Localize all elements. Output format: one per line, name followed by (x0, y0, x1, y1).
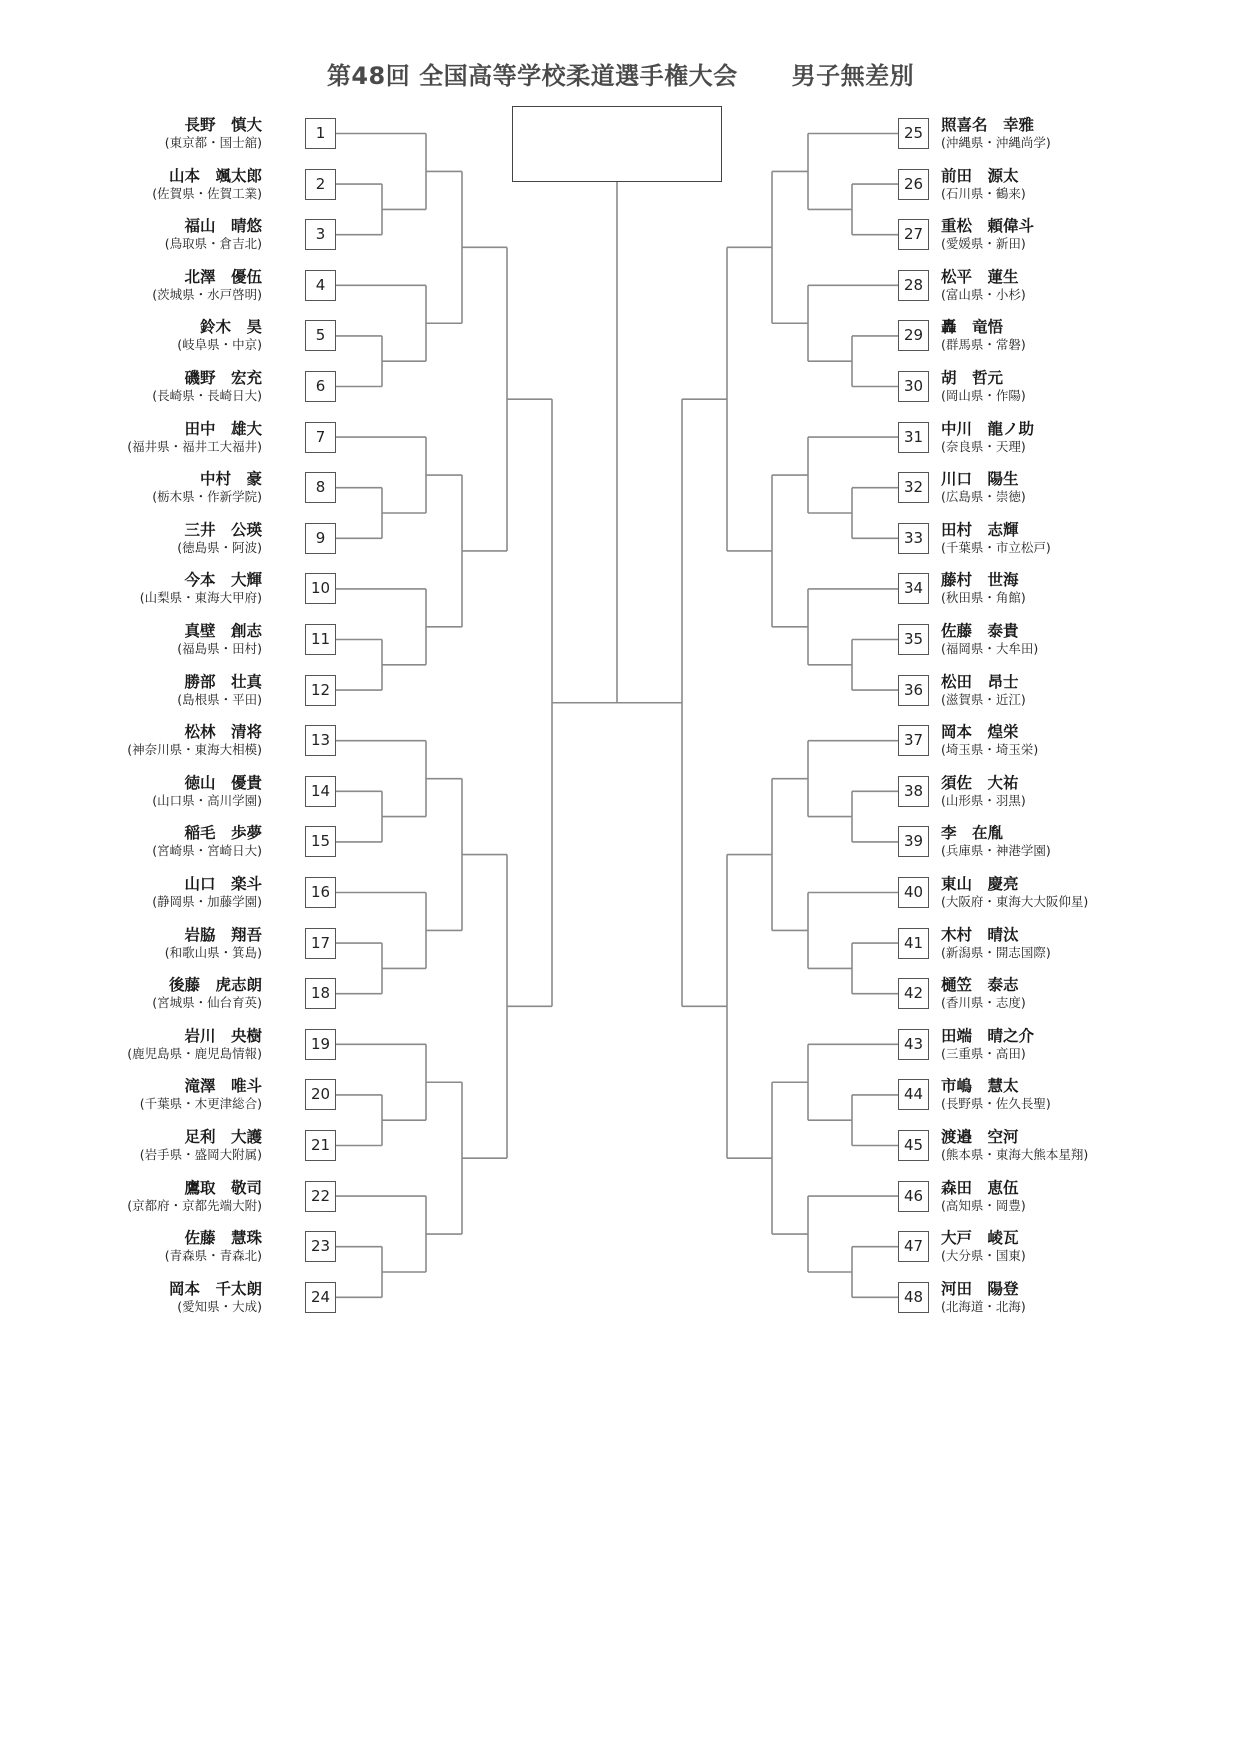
entry-number-box: 4 (305, 270, 336, 301)
athlete-school: (広島県・崇徳) (941, 489, 1026, 505)
entry-number-box: 47 (898, 1231, 929, 1262)
athlete-name: 鷹取 敬司 (184, 1178, 262, 1197)
entry-number-box: 9 (305, 523, 336, 554)
athlete-school: (大阪府・東海大大阪仰星) (941, 894, 1089, 909)
athlete-name: 北澤 優伍 (184, 267, 262, 286)
athlete-school: (徳島県・阿波) (177, 539, 262, 555)
athlete-school: (奈良県・天理) (941, 438, 1026, 454)
athlete-name: 田中 雄大 (184, 419, 262, 438)
entry-number-box: 7 (305, 422, 336, 453)
athlete-school: (静岡県・加藤学園) (152, 894, 262, 909)
athlete-school: (愛媛県・新田) (941, 236, 1026, 252)
entry-number-box: 6 (305, 371, 336, 402)
athlete-school: (岩手県・盛岡大附属) (139, 1147, 262, 1162)
athlete-name: 佐藤 慧珠 (184, 1229, 262, 1248)
athlete-name: 中川 龍ノ助 (941, 419, 1035, 438)
athlete-name: 後藤 虎志朗 (168, 976, 262, 995)
athlete-school: (和歌山県・箕島) (164, 944, 262, 960)
entry-number-box: 35 (898, 624, 929, 655)
athlete-name: 長野 慎大 (184, 116, 262, 134)
athlete-name: 胡 哲元 (941, 369, 1004, 387)
athlete-name: 山本 颯太郎 (168, 166, 262, 185)
entry-number-box: 42 (898, 978, 929, 1009)
athlete-school: (熊本県・東海大熊本星翔) (941, 1147, 1089, 1162)
athlete-name: 岡本 千太朗 (168, 1279, 262, 1298)
athlete-school: (青森県・青森北) (164, 1248, 262, 1264)
athlete-name: 真壁 創志 (184, 622, 262, 640)
athlete-name: 福山 晴悠 (184, 217, 262, 236)
athlete-school: (香川県・志度) (941, 995, 1026, 1011)
entry-number-box: 30 (898, 371, 929, 402)
athlete-school: (鳥取県・倉吉北) (164, 236, 262, 252)
athlete-school: (鹿児島県・鹿児島情報) (127, 1045, 262, 1061)
athlete-name: 山口 楽斗 (184, 875, 262, 893)
entry-number-box: 44 (898, 1079, 929, 1110)
entry-number-box: 14 (305, 776, 336, 807)
entry-number-box: 34 (898, 573, 929, 604)
athlete-school: (群馬県・常磐) (941, 337, 1026, 353)
division-title: 男子無差別 (791, 62, 915, 90)
athlete-name: 松平 蓮生 (941, 267, 1019, 286)
athlete-school: (福島県・田村) (177, 641, 262, 656)
athlete-name: 松田 昂士 (941, 672, 1019, 691)
athlete-name: 市嶋 慧太 (941, 1077, 1019, 1096)
athlete-name: 三井 公瑛 (184, 520, 262, 539)
athlete-school: (神奈川県・東海大相模) (127, 742, 262, 758)
athlete-school: (新潟県・開志国際) (941, 944, 1051, 960)
entry-number-box: 46 (898, 1181, 929, 1212)
athlete-school: (福岡県・大牟田) (941, 641, 1039, 656)
athlete-name: 前田 源太 (941, 166, 1019, 185)
entry-number-box: 23 (305, 1231, 336, 1262)
entry-number-box: 5 (305, 320, 336, 351)
tournament-title: 第48回 全国高等学校柔道選手権大会 (326, 62, 738, 90)
athlete-school: (秋田県・角館) (941, 590, 1026, 606)
athlete-school: (宮崎県・宮崎日大) (152, 843, 262, 859)
entry-number-box: 10 (305, 573, 336, 604)
athlete-name: 藤村 世海 (941, 571, 1019, 590)
entry-number-box: 22 (305, 1181, 336, 1212)
entry-number-box: 12 (305, 675, 336, 706)
athlete-name: 大戸 崚瓦 (941, 1229, 1019, 1248)
entry-number-box: 33 (898, 523, 929, 554)
athlete-school: (北海道・北海) (941, 1298, 1026, 1314)
athlete-school: (富山県・小杉) (941, 286, 1026, 302)
athlete-name: 徳山 優貴 (184, 773, 262, 792)
athlete-name: 滝澤 唯斗 (184, 1077, 262, 1096)
athlete-school: (宮城県・仙台育英) (152, 995, 262, 1011)
athlete-name: 渡邉 空河 (941, 1128, 1019, 1146)
entry-number-box: 26 (898, 169, 929, 200)
athlete-school: (栃木県・作新学院) (152, 489, 262, 505)
entry-number-box: 3 (305, 219, 336, 250)
athlete-name: 勝部 壮真 (184, 672, 262, 691)
entry-number-box: 15 (305, 826, 336, 857)
athlete-name: 須佐 大祐 (941, 773, 1019, 792)
athlete-school: (千葉県・市立松戸) (941, 539, 1051, 555)
athlete-name: 重松 頼偉斗 (941, 217, 1035, 236)
athlete-name: 照喜名 幸雅 (941, 116, 1035, 134)
entry-number-box: 24 (305, 1282, 336, 1313)
entry-number-box: 19 (305, 1029, 336, 1060)
athlete-name: 田端 晴之介 (941, 1026, 1035, 1045)
athlete-school: (兵庫県・神港学園) (941, 843, 1051, 859)
athlete-school: (長野県・佐久長聖) (941, 1096, 1051, 1112)
athlete-school: (京都府・京都先端大附) (127, 1197, 262, 1213)
athlete-school: (長崎県・長崎日大) (152, 388, 262, 403)
athlete-name: 磯野 宏充 (184, 369, 262, 387)
athlete-school: (沖縄県・沖縄尚学) (941, 135, 1051, 150)
athlete-school: (佐賀県・佐賀工業) (152, 185, 262, 201)
entry-number-box: 40 (898, 877, 929, 908)
entry-number-box: 11 (305, 624, 336, 655)
athlete-school: (高知県・岡豊) (941, 1197, 1026, 1213)
athlete-name: 川口 陽生 (941, 470, 1019, 489)
entry-number-box: 29 (898, 320, 929, 351)
athlete-name: 轟 竜悟 (941, 318, 1004, 337)
athlete-name: 中村 豪 (199, 470, 262, 489)
athlete-name: 岡本 煌栄 (941, 723, 1019, 742)
athlete-school: (島根県・平田) (177, 691, 262, 707)
entry-number-box: 37 (898, 725, 929, 756)
athlete-name: 今本 大輝 (184, 571, 262, 590)
athlete-name: 岩脇 翔吾 (184, 925, 262, 944)
athlete-school: (石川県・鶴来) (941, 185, 1026, 201)
athlete-school: (埼玉県・埼玉栄) (941, 742, 1039, 758)
entry-number-box: 41 (898, 928, 929, 959)
entry-number-box: 2 (305, 169, 336, 200)
athlete-name: 李 在胤 (941, 824, 1004, 843)
athlete-name: 河田 陽登 (941, 1279, 1019, 1298)
athlete-school: (東京都・国士舘) (164, 135, 262, 150)
entry-number-box: 48 (898, 1282, 929, 1313)
athlete-school: (山梨県・東海大甲府) (139, 590, 262, 606)
athlete-name: 東山 慶亮 (941, 875, 1019, 893)
entry-number-box: 27 (898, 219, 929, 250)
athlete-name: 田村 志輝 (941, 520, 1019, 539)
entry-number-box: 39 (898, 826, 929, 857)
entry-number-box: 21 (305, 1130, 336, 1161)
entry-number-box: 16 (305, 877, 336, 908)
athlete-school: (岐阜県・中京) (177, 337, 262, 353)
entry-number-box: 25 (898, 118, 929, 149)
entry-number-box: 13 (305, 725, 336, 756)
athlete-school: (滋賀県・近江) (941, 691, 1026, 707)
athlete-school: (岡山県・作陽) (941, 388, 1026, 403)
athlete-school: (愛知県・大成) (177, 1298, 262, 1314)
entry-number-box: 43 (898, 1029, 929, 1060)
athlete-name: 岩川 央樹 (184, 1026, 262, 1045)
athlete-name: 森田 恵伍 (941, 1178, 1019, 1197)
entry-number-box: 28 (898, 270, 929, 301)
champion-box (512, 106, 722, 182)
entry-number-box: 17 (305, 928, 336, 959)
athlete-name: 足利 大護 (184, 1128, 262, 1146)
entry-number-box: 36 (898, 675, 929, 706)
athlete-name: 樋笠 泰志 (941, 976, 1019, 995)
athlete-school: (茨城県・水戸啓明) (152, 286, 262, 302)
entry-number-box: 45 (898, 1130, 929, 1161)
entry-number-box: 18 (305, 978, 336, 1009)
athlete-name: 木村 晴汰 (941, 925, 1019, 944)
athlete-school: (千葉県・木更津総合) (139, 1096, 262, 1112)
entry-number-box: 38 (898, 776, 929, 807)
athlete-school: (山口県・高川学園) (152, 792, 262, 808)
entry-number-box: 8 (305, 472, 336, 503)
entry-number-box: 31 (898, 422, 929, 453)
athlete-name: 鈴木 昊 (199, 318, 262, 337)
entry-number-box: 32 (898, 472, 929, 503)
athlete-name: 佐藤 泰貴 (941, 622, 1019, 640)
athlete-school: (大分県・国東) (941, 1248, 1026, 1264)
entry-number-box: 1 (305, 118, 336, 149)
athlete-school: (三重県・高田) (941, 1045, 1026, 1061)
entry-number-box: 20 (305, 1079, 336, 1110)
athlete-school: (福井県・福井工大福井) (127, 438, 262, 454)
athlete-name: 稲毛 歩夢 (184, 824, 262, 843)
athlete-name: 松林 清将 (184, 723, 262, 742)
athlete-school: (山形県・羽黒) (941, 792, 1026, 808)
